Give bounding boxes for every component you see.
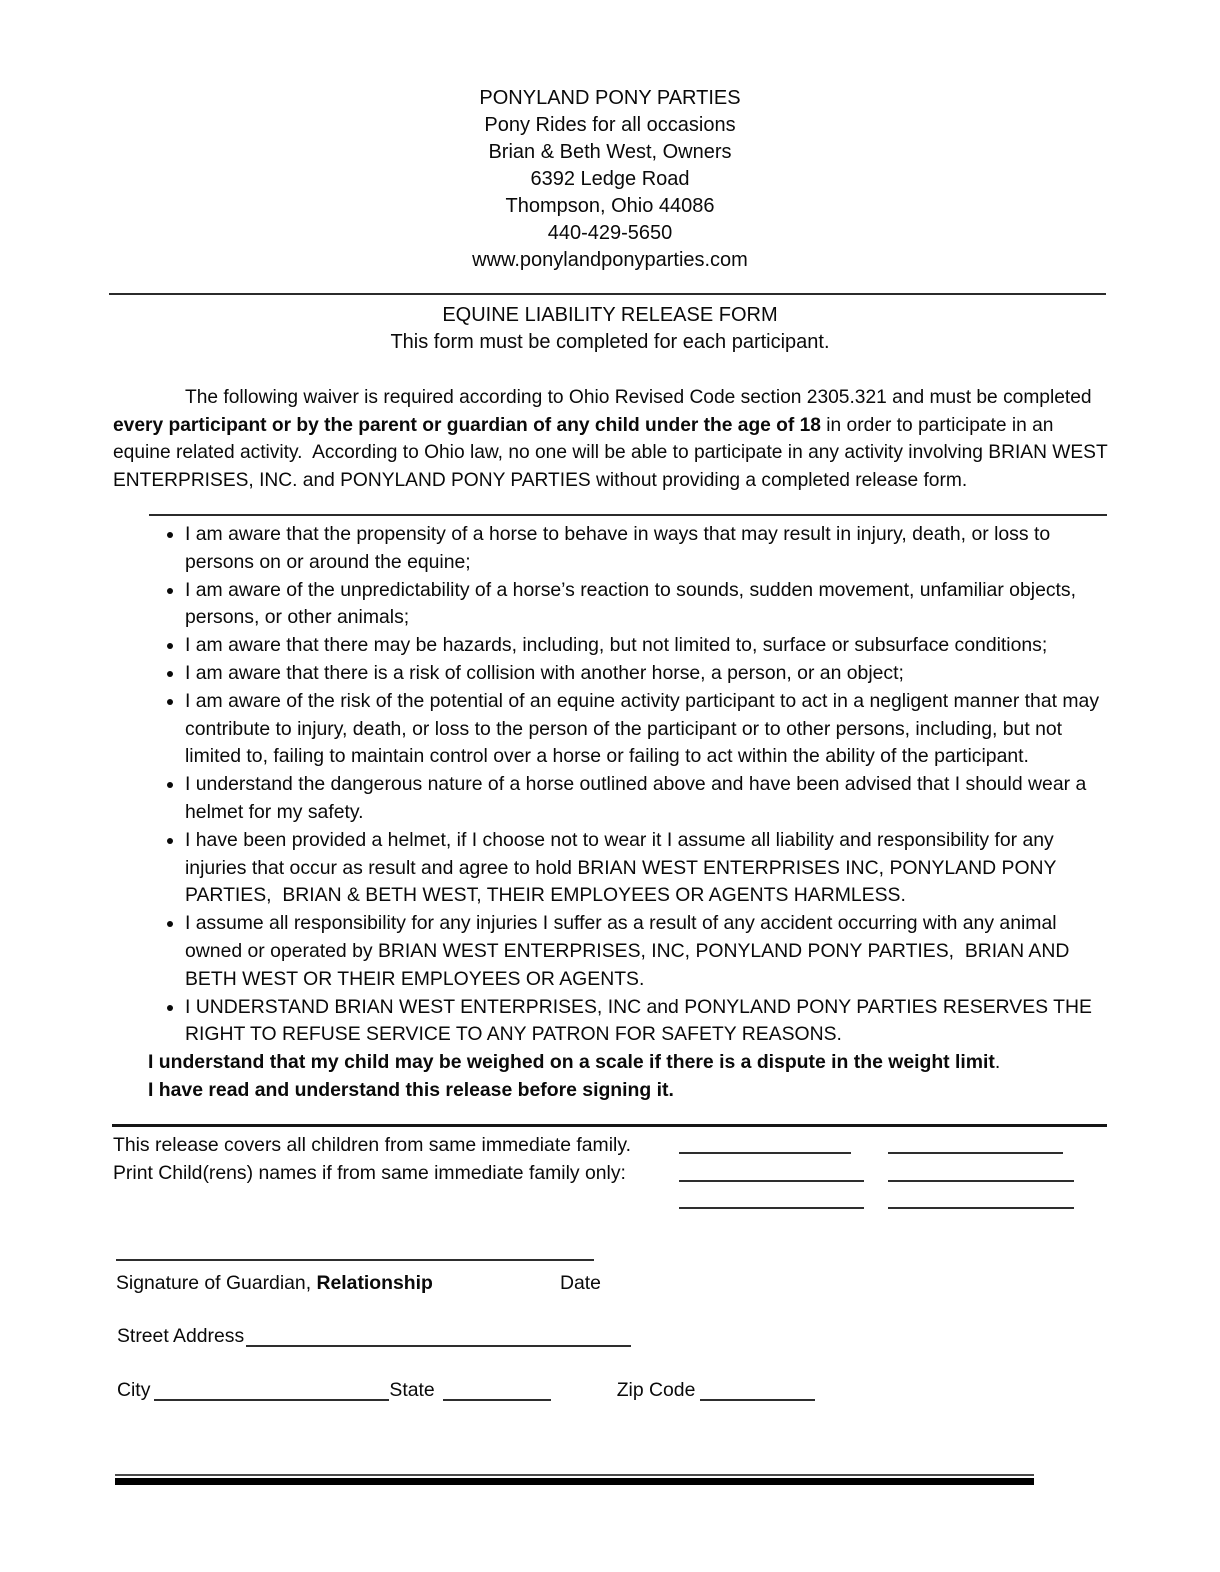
- children-section-text: [113, 1132, 733, 1187]
- company-tagline: Pony Rides for all occasions: [484, 114, 736, 136]
- term-item: • I assume all responsibility for any injuries I suffer as a result of any accident occurring with any animal owned or operated by BRIAN WEST ENTERPRISES, INC, PONYLAND PONY PARTIES, BRIAN AND BETH WEST OR THEIR EMPLOYEES OR AGENTS.: [185, 910, 1102, 993]
- company-name: PONYLAND PONY PARTIES: [479, 87, 741, 109]
- term-item: • I am aware that there is a risk of collision with another horse, a person, or an object;: [185, 660, 1102, 688]
- read-acknowledgement: [148, 1077, 1102, 1105]
- street-address-row: [117, 1325, 631, 1348]
- form-subtitle: This form must be completed for each participant.: [390, 331, 830, 353]
- term-item: • I am aware of the unpredictability of a horse’s reaction to sounds, sudden movement, unfamiliar objects, persons, or other animals;: [185, 577, 1102, 633]
- intro-bold: every participant or by the parent or guardian of any child under the age of 18: [113, 414, 821, 436]
- bottom-rule-thick: [115, 1478, 1034, 1485]
- child-name-blank[interactable]: [888, 1180, 1074, 1182]
- city-state-zip-row: [117, 1379, 815, 1402]
- city-label: City: [117, 1379, 151, 1401]
- child-name-blank[interactable]: [679, 1152, 851, 1154]
- city-blank[interactable]: [154, 1399, 389, 1401]
- child-name-blank[interactable]: [888, 1152, 1063, 1154]
- child-name-blank[interactable]: [888, 1207, 1074, 1209]
- website-line: www.ponylandponyparties.com: [472, 249, 748, 271]
- relationship-label: Relationship: [316, 1272, 433, 1294]
- intro-paragraph: [113, 384, 1113, 494]
- read-ack-bold: I have read and understand this release before signing it.: [148, 1078, 674, 1101]
- term-item: • I UNDERSTAND BRIAN WEST ENTERPRISES, INC and PONYLAND PONY PARTIES RESERVES THE RIGHT TO REFUSE SERVICE TO ANY PATRON FOR SAFETY REASONS.: [185, 994, 1102, 1050]
- bottom-double-rule: [115, 1474, 1034, 1485]
- terms-section: [148, 521, 1105, 1105]
- divider-top: [109, 293, 1106, 295]
- child-name-blank[interactable]: [679, 1180, 864, 1182]
- intro-tail: in order to participate in an equine related activity. According to Ohio law, no one will be able to participate in any activity involving BRIAN WEST ENTERPRISES, INC. and PONYLAND PONY PARTIES without providing a completed release form.: [113, 414, 1113, 491]
- intro-lead: The following waiver is required according to Ohio Revised Code section 2305.321 and must be completed: [185, 387, 1097, 408]
- term-item: • I am aware of the risk of the potential of an equine activity participant to act in a negligent manner that may contribute to injury, death, or loss to the person of the participant or to other persons, including, but not limited to, failing to maintain control over a horse or failing to act within the ability of the participant.: [185, 688, 1102, 771]
- weight-acknowledgement: [148, 1049, 1102, 1077]
- signature-blank[interactable]: [116, 1259, 594, 1261]
- date-label: Date: [560, 1272, 601, 1294]
- child-name-blank[interactable]: [679, 1207, 864, 1209]
- form-title: EQUINE LIABILITY RELEASE FORM: [442, 304, 778, 326]
- state-blank[interactable]: [443, 1399, 551, 1401]
- signature-label-row: [116, 1272, 756, 1295]
- phone-line: 440-429-5650: [547, 222, 673, 244]
- letterhead: [0, 85, 1220, 274]
- state-label: State: [389, 1379, 435, 1401]
- divider-terms: [149, 514, 1107, 516]
- term-item: • I have been provided a helmet, if I choose not to wear it I assume all liability and responsibility for any injuries that occur as result and agree to hold BRIAN WEST ENTERPRISES INC, PONYLAND PONY PARTIES, BRIAN & BETH WEST, THEIR EMPLOYEES OR AGENTS HARMLESS.: [185, 827, 1102, 910]
- terms-list: [148, 521, 1105, 1049]
- children-line2: Print Child(rens) names if from same immediate family only:: [113, 1161, 626, 1184]
- weight-ack-bold: I understand that my child may be weighed on a scale if there is a dispute in the weight limit: [148, 1051, 995, 1074]
- owners-line: Brian & Beth West, Owners: [488, 141, 732, 163]
- city-state-line: Thompson, Ohio 44086: [505, 195, 715, 217]
- form-title-block: [0, 302, 1220, 356]
- divider-children: [112, 1124, 1107, 1127]
- children-line1: This release covers all children from same immediate family.: [113, 1134, 631, 1156]
- term-item: • I understand the dangerous nature of a horse outlined above and have been advised that I should wear a helmet for my safety.: [185, 771, 1102, 827]
- term-item: • I am aware that the propensity of a horse to behave in ways that may result in injury, death, or loss to persons on or around the equine;: [185, 521, 1102, 577]
- street-line: 6392 Ledge Road: [530, 168, 690, 190]
- signature-label: Signature of Guardian,: [116, 1272, 317, 1294]
- zip-code-blank[interactable]: [700, 1399, 815, 1401]
- street-address-label: Street Address: [117, 1325, 245, 1347]
- zip-code-label: Zip Code: [616, 1379, 696, 1401]
- weight-ack-period: .: [994, 1051, 1001, 1074]
- term-item: • I am aware that there may be hazards, including, but not limited to, surface or subsurface conditions;: [185, 632, 1102, 660]
- street-address-blank[interactable]: [246, 1345, 631, 1347]
